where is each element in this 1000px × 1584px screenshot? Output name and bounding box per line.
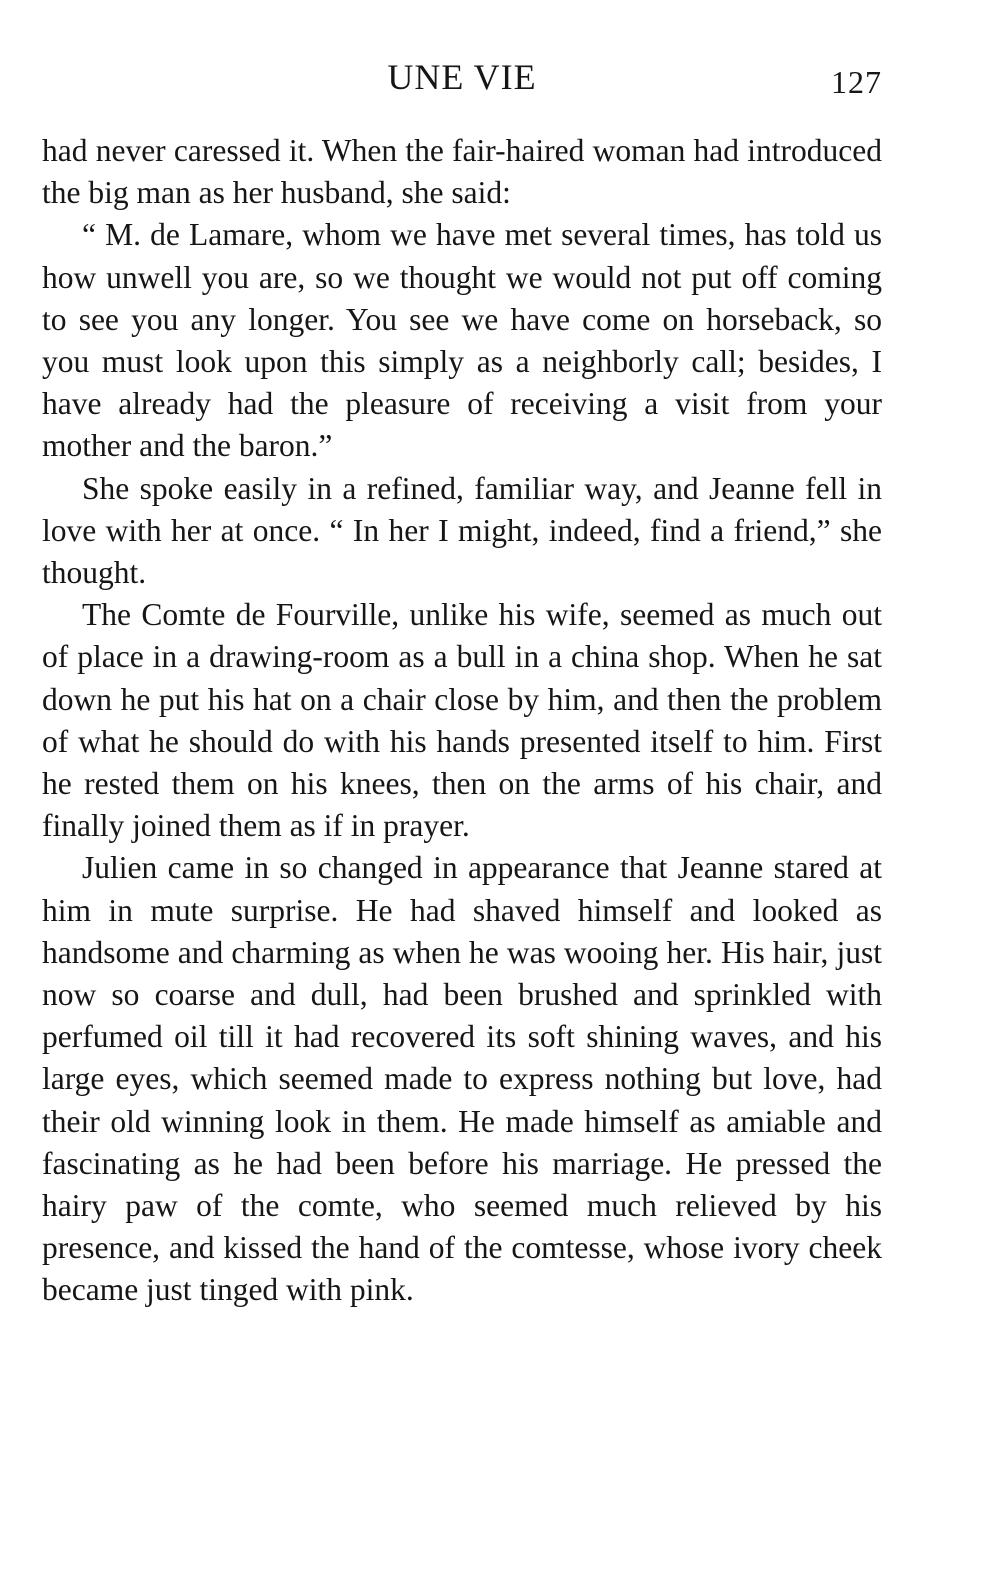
paragraph: The Comte de Fourville, unlike his wife, seemed as much out of place in a drawing-room as a bull in a china shop. When he sat down he put his hat on a chair close by him, and then the problem of what he should do with his hands presented itself to him. First he rested them on his knees, then on the arms of his chair, and finally joined them as if in prayer. xyxy=(42,597,882,844)
running-title: UNE VIE xyxy=(387,57,537,97)
paragraph: Julien came in so changed in appearance that Jeanne stared at him in mute surprise. He had shaved himself and looked as handsome and charming as when he was wooing her. His hair, just now so coarse and dull, had been brushed and sprinkled with perfumed oil till it had recovered its soft shining waves, and his large eyes, which seemed made to express nothing but love, had their old winning look in them. He made himself as amiable and fascinating as he had been before his marriage. He pressed the hairy paw of the comte, who seemed much relieved by his presence, and kissed the hand of the comtesse, whose ivory cheek became just tinged with pink. xyxy=(42,850,882,1308)
page-header xyxy=(42,56,882,102)
paragraph: “ M. de Lamare, whom we have met several times, has told us how unwell you are, so we thought we would not put off coming to see you any longer. You see we have come on horseback, so you must look upon this simply as a neighborly call; besides, I have already had the pleasure of receiving a visit from your mother and the baron.” xyxy=(42,217,882,464)
body-text xyxy=(42,130,882,1312)
paragraph: She spoke easily in a refined, familiar way, and Jeanne fell in love with her at once. “ In her I might, indeed, find a friend,” she thought. xyxy=(42,470,882,591)
paragraph-continued: had never caressed it. When the fair-haired woman had introduced the big man as her husband, she said: xyxy=(42,133,882,211)
page-number: 127 xyxy=(831,64,882,100)
